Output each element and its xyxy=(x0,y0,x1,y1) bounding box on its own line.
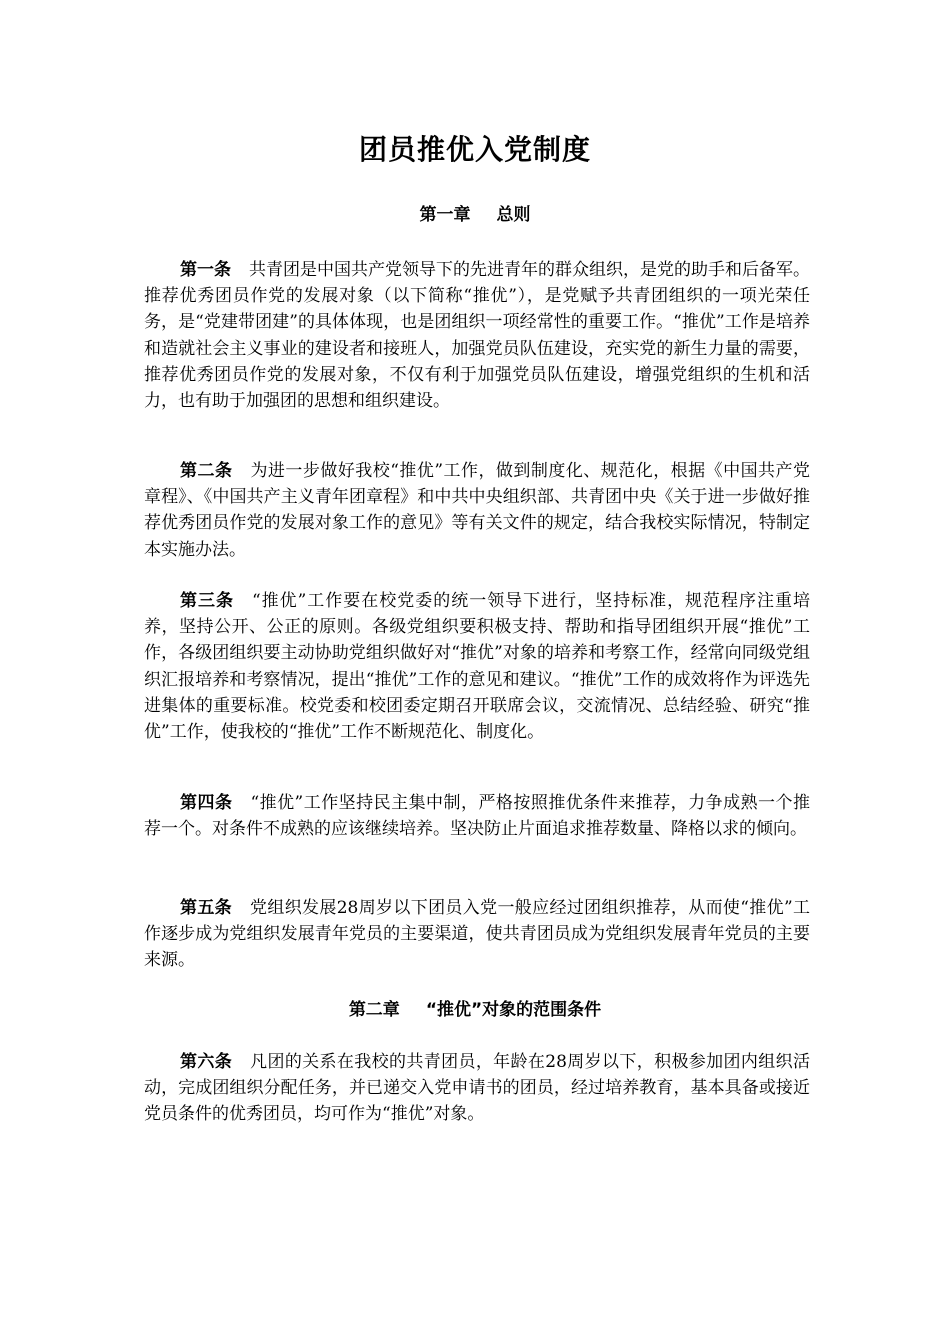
chapter-heading-1 xyxy=(0,202,950,228)
article-1 xyxy=(144,257,810,414)
chapter-name: 总则 xyxy=(496,205,531,225)
article-label: 第二条 xyxy=(180,461,233,481)
article-text: “推优”工作要在校党委的统一领导下进行，坚持标准，规范程序注重培养，坚持公开、公正的原则。各级党组织要积极支持、帮助和指导团组织开展“推优”工作，各级团组织要主动协助党组织做好对“推优”对象的培养和考察工作，经常向同级党组织汇报培养和考察情况，提出“推优”工作的意见和建议。“推优”工作的成效将作为评选先进集体的重要标准。校党委和校团委定期召开联席会议，交流情况、总结经验、研究“推优”工作，使我校的“推优”工作不断规范化、制度化。 xyxy=(144,591,810,743)
article-6 xyxy=(144,1049,810,1128)
article-label: 第一条 xyxy=(180,260,231,280)
article-label: 第三条 xyxy=(180,591,234,611)
chapter-heading-2 xyxy=(0,997,950,1023)
article-text: 凡团的关系在我校的共青团员，年龄在28周岁以下，积极参加团内组织活动，完成团组织分配任务，并已递交入党申请书的团员，经过培养教育，基本具备或接近党员条件的优秀团员，均可作为“推优”对象。 xyxy=(144,1052,810,1125)
chapter-number: 第一章 xyxy=(419,205,471,225)
article-text: 共青团是中国共产党领导下的先进青年的群众组织，是党的助手和后备军。推荐优秀团员作党的发展对象（以下简称“推优”），是党赋予共青团组织的一项光荣任务，是“党建带团建”的具体体现，也是团组织一项经常性的重要工作。“推优”工作是培养和造就社会主义事业的建设者和接班人，加强党员队伍建设，充实党的新生力量的需要，推荐优秀团员作党的发展对象，不仅有利于加强党员队伍建设，增强党组织的生机和活力，也有助于加强团的思想和组织建设。 xyxy=(144,260,810,412)
article-4 xyxy=(144,790,810,842)
chapter-name: “推优”对象的范围条件 xyxy=(425,1000,602,1020)
article-3 xyxy=(144,588,810,745)
article-text: “推优”工作坚持民主集中制，严格按照推优条件来推荐，力争成熟一个推荐一个。对条件不成熟的应该继续培养。坚决防止片面追求推荐数量、降格以求的倾向。 xyxy=(144,793,811,840)
article-2 xyxy=(144,458,810,563)
article-text: 党组织发展28周岁以下团员入党一般应经过团组织推荐，从而使“推优”工作逐步成为党组织发展青年党员的主要渠道，使共青团员成为党组织发展青年党员的主要来源。 xyxy=(144,898,811,971)
document-title: 团员推优入党制度 xyxy=(358,133,591,166)
article-label: 第六条 xyxy=(180,1052,233,1072)
article-text: 为进一步做好我校“推优”工作，做到制度化、规范化，根据《中国共产党章程》、《中国共产主义青年团章程》和中共中央组织部、共青团中央《关于进一步做好推荐优秀团员作党的发展对象工作的意见》等有关文件的规定，结合我校实际情况，特制定本实施办法。 xyxy=(144,461,811,560)
article-label: 第四条 xyxy=(180,793,233,813)
article-5 xyxy=(144,895,810,974)
article-label: 第五条 xyxy=(180,898,233,918)
chapter-number: 第二章 xyxy=(348,1000,400,1020)
